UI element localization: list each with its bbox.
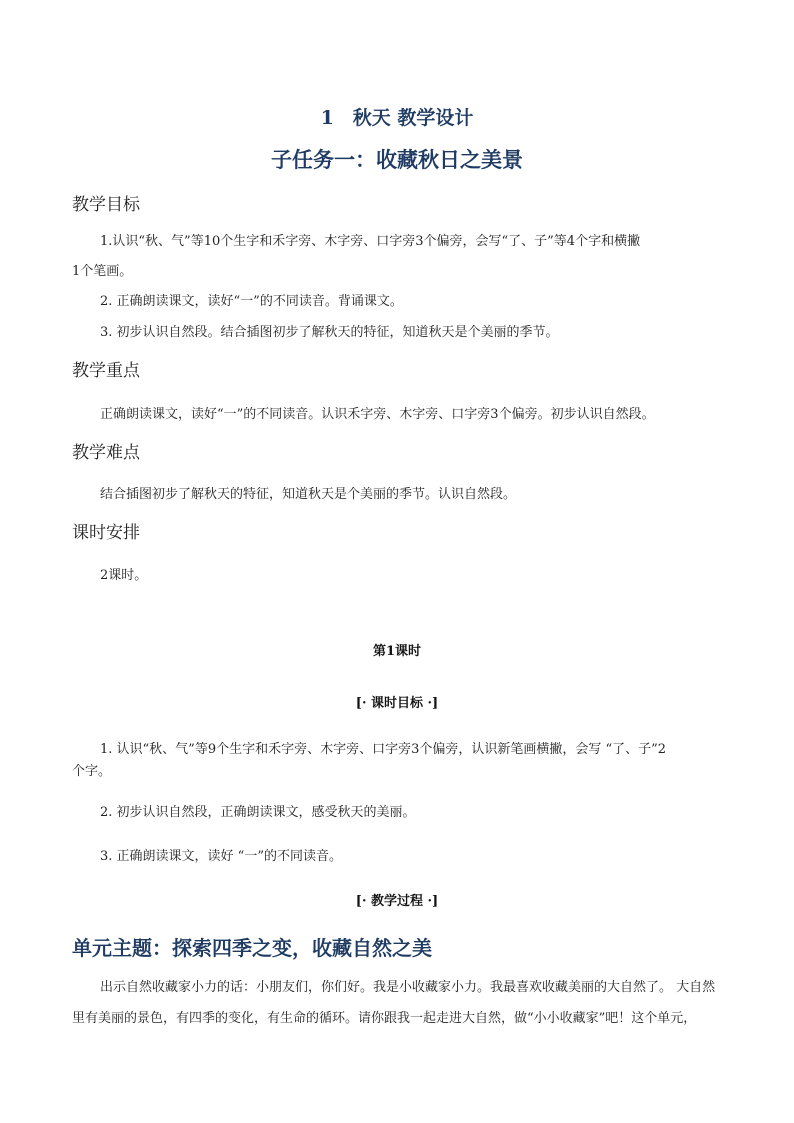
heading-key-points: 教学重点 xyxy=(72,361,140,381)
lesson-goal-3: 3. 正确朗读课文，读好 “一”的不同读音。 xyxy=(100,849,342,864)
page-title: 1 秋天 教学设计 xyxy=(320,107,474,129)
unit-paragraph-line-1: 出示自然收藏家小力的话：小朋友们，你们好。我是小收藏家小力。我最喜欢收藏美丽的大自然了。 大自然 xyxy=(100,980,716,995)
lesson-goal-label: [· 课时目标 ·] xyxy=(355,696,439,711)
objective-line-1: 1.认识“秋、气”等10个生字和禾字旁、木字旁、口字旁3个偏旁，会写“了、子”等4个字和横撇 xyxy=(100,234,641,249)
teaching-process-label: [· 教学过程 ·] xyxy=(355,894,439,909)
lesson-title: 第1课时 xyxy=(372,644,422,659)
objective-line-3: 3. 初步认识自然段。结合插图初步了解秋天的特征，知道秋天是个美丽的季节。 xyxy=(100,325,559,340)
heading-schedule: 课时安排 xyxy=(72,523,140,543)
unit-theme-heading: 单元主题：探索四季之变，收藏自然之美 xyxy=(72,936,432,960)
lesson-goal-1: 1. 认识“秋、气”等9个生字和禾字旁、木字旁、口字旁3个偏旁，认识新笔画横撇，会写 “了、子”2 xyxy=(100,742,667,757)
objective-line-1-cont: 1个笔画。 xyxy=(72,264,133,279)
page-subtitle: 子任务一：收藏秋日之美景 xyxy=(271,147,523,172)
heading-objectives: 教学目标 xyxy=(72,195,140,215)
schedule-text: 2课时。 xyxy=(100,568,148,583)
lesson-goal-1-cont: 个字。 xyxy=(72,764,112,779)
unit-paragraph-line-2: 里有美丽的景色，有四季的变化，有生命的循环。请你跟我一起走进大自然，做“小小收藏家”吧！这个单元， xyxy=(72,1011,697,1026)
lesson-goal-2: 2. 初步认识自然段，正确朗读课文，感受秋天的美丽。 xyxy=(100,805,416,820)
heading-difficulties: 教学难点 xyxy=(72,443,140,463)
key-points-text: 正确朗读课文，读好“一”的不同读音。认识禾字旁、木字旁、口字旁3个偏旁。初步认识自然段。 xyxy=(100,407,655,422)
objective-line-2: 2. 正确朗读课文，读好“一”的不同读音。背诵课文。 xyxy=(100,294,403,309)
difficulties-text: 结合插图初步了解秋天的特征，知道秋天是个美丽的季节。认识自然段。 xyxy=(100,487,517,502)
